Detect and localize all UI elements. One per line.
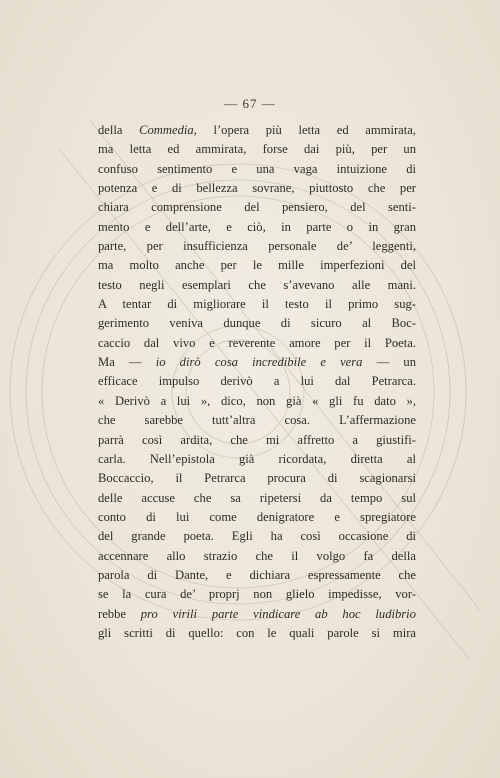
text-line xyxy=(98,353,416,372)
text-line xyxy=(98,160,416,179)
text-line xyxy=(98,179,416,198)
text-segment: se la cura de’ proprj non glielo impedisse, vor- xyxy=(98,587,416,602)
text-line xyxy=(98,431,416,450)
text-segment: ma molto anche per le mille imperfezioni del xyxy=(98,258,416,273)
text-segment: — un xyxy=(362,355,416,370)
text-segment: efficace impulso derivò a lui dal Petrarca. xyxy=(98,374,416,389)
text-segment: « Derivò a lui », dico, non già « gli fu dato », xyxy=(98,393,416,408)
text-line xyxy=(98,314,416,333)
text-segment: Ma — xyxy=(98,355,156,370)
text-line xyxy=(98,198,416,217)
text-segment: gli scritti di quello: con le quali parole si mira xyxy=(98,625,416,640)
text-line xyxy=(98,450,416,469)
text-segment: l’opera più letta ed ammirata, xyxy=(196,123,416,137)
text-line xyxy=(98,547,416,566)
text-line xyxy=(98,237,416,256)
text-line xyxy=(98,392,416,411)
text-segment: parola di Dante, e dichiara espressamente che xyxy=(98,567,416,582)
text-segment: Boccaccio, il Petrarca procura di scagionarsi xyxy=(98,471,416,486)
italic-phrase: Commedia, xyxy=(139,123,197,137)
text-segment: caccio dal vivo e reverente amore per il Poeta. xyxy=(98,335,416,350)
text-segment: carla. Nell’epistola già ricordata, diretta al xyxy=(98,451,416,466)
text-line xyxy=(98,372,416,391)
text-line xyxy=(98,527,416,546)
text-segment: che sarebbe tutt’altra cosa. L’affermazione xyxy=(98,413,416,428)
text-segment: chiara comprensione del pensiero, del senti- xyxy=(98,200,416,215)
text-segment: potenza e di bellezza sovrane, piuttosto che per xyxy=(98,181,416,196)
text-line xyxy=(98,508,416,527)
text-segment: parte, per insufficienza personale de’ leggenti, xyxy=(98,239,416,254)
body-text xyxy=(98,121,416,643)
text-segment: gerimento veniva dunque di sicuro al Boc- xyxy=(98,316,416,331)
text-line xyxy=(98,256,416,275)
text-line xyxy=(98,140,416,159)
text-segment: A tentar di migliorare il testo il primo sug- xyxy=(98,297,416,312)
text-line xyxy=(98,585,416,604)
text-line xyxy=(98,489,416,508)
text-line xyxy=(98,121,416,140)
text-line xyxy=(98,218,416,237)
page-number: — 67 — xyxy=(224,96,276,111)
text-segment: del grande poeta. Egli ha così occasione di xyxy=(98,529,416,544)
text-segment: mento e dell’arte, e ciò, in parte o in gran xyxy=(98,219,416,234)
text-segment: ma letta ed ammirata, forse dai più, per un xyxy=(98,142,416,157)
text-line xyxy=(98,605,416,624)
text-segment: parrà così ardita, che mi affretto a giustifi- xyxy=(98,432,416,447)
text-line xyxy=(98,276,416,295)
text-segment: delle accuse che sa ripetersi da tempo sul xyxy=(98,490,416,505)
text-line xyxy=(98,295,416,314)
text-segment: confuso sentimento e una vaga intuizione di xyxy=(98,161,416,176)
italic-phrase: io dirò cosa incredibile e vera xyxy=(155,355,363,370)
text-segment: testo negli esemplari che s’avevano alle mani. xyxy=(98,277,416,292)
text-line xyxy=(98,334,416,353)
text-line xyxy=(98,469,416,488)
text-segment: conto di lui come denigratore e spregiatore xyxy=(98,509,416,524)
italic-phrase: pro virili parte vindicare ab hoc ludibrio xyxy=(140,606,416,621)
text-line xyxy=(98,624,416,643)
text-segment: della xyxy=(98,123,140,137)
text-line xyxy=(98,411,416,430)
text-line xyxy=(98,566,416,585)
text-segment: accennare allo strazio che il volgo fa della xyxy=(98,548,416,563)
text-segment: rebbe xyxy=(98,606,141,621)
